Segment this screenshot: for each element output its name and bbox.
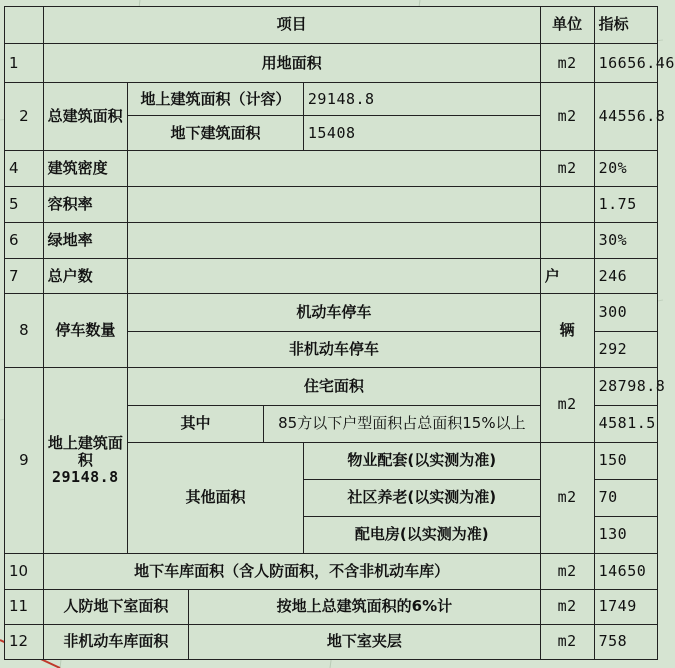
header-item: 项目 bbox=[43, 7, 540, 44]
row-number: 2 bbox=[5, 83, 44, 151]
table-row bbox=[5, 554, 658, 590]
row-unit: 户 bbox=[540, 259, 594, 294]
row-unit: m2 bbox=[540, 442, 594, 553]
header-unit: 单位 bbox=[540, 7, 594, 44]
sub-label: 社区养老(以实测为准) bbox=[303, 479, 540, 516]
row-value: 30% bbox=[594, 223, 657, 259]
table-row bbox=[5, 590, 658, 625]
row-number: 8 bbox=[5, 294, 44, 368]
table-row bbox=[5, 368, 658, 405]
sub-value: 4581.5 bbox=[594, 405, 657, 442]
row-number: 10 bbox=[5, 554, 44, 590]
row-value: 16656.46 bbox=[594, 44, 657, 83]
row-number: 4 bbox=[5, 151, 44, 187]
row-number: 7 bbox=[5, 259, 44, 294]
sub-label: 其中 bbox=[128, 405, 264, 442]
row-unit: m2 bbox=[540, 44, 594, 83]
sub-value: 29148.8 bbox=[303, 83, 540, 116]
sub-value: 70 bbox=[594, 479, 657, 516]
table-row bbox=[5, 151, 658, 187]
table-row bbox=[5, 259, 658, 294]
row-label bbox=[43, 368, 127, 554]
header-row bbox=[5, 7, 658, 44]
row-value: 1749 bbox=[594, 590, 657, 625]
row-unit: 辆 bbox=[540, 294, 594, 368]
row-value: 14650 bbox=[594, 554, 657, 590]
row-label: 容积率 bbox=[43, 187, 127, 223]
row-label: 建筑密度 bbox=[43, 151, 127, 187]
row-unit: m2 bbox=[540, 151, 594, 187]
sub-value: 300 bbox=[594, 294, 657, 332]
row-desc: 地下室夹层 bbox=[189, 624, 541, 659]
sub-label: 非机动车停车 bbox=[128, 332, 541, 368]
row-label: 停车数量 bbox=[43, 294, 127, 368]
table-row bbox=[5, 44, 658, 83]
sub-label: 配电房(以实测为准) bbox=[303, 516, 540, 553]
row-number: 6 bbox=[5, 223, 44, 259]
row-unit: m2 bbox=[540, 624, 594, 659]
row-number: 9 bbox=[5, 368, 44, 554]
table-row bbox=[5, 294, 658, 332]
row-desc: 按地上总建筑面积的6%计 bbox=[189, 590, 541, 625]
header-value: 指标 bbox=[594, 7, 657, 44]
sub-value: 28798.8 bbox=[594, 368, 657, 405]
row-value: 20% bbox=[594, 151, 657, 187]
row-unit: m2 bbox=[540, 368, 594, 442]
row-label-value: 29148.8 bbox=[52, 468, 119, 487]
row-value: 758 bbox=[594, 624, 657, 659]
row-number: 1 bbox=[5, 44, 44, 83]
sub-label: 地上建筑面积（计容） bbox=[128, 83, 304, 116]
sub-value: 130 bbox=[594, 516, 657, 553]
row-label: 用地面积 bbox=[43, 44, 540, 83]
row-unit: m2 bbox=[540, 554, 594, 590]
sub-label: 住宅面积 bbox=[128, 368, 541, 405]
row-number: 5 bbox=[5, 187, 44, 223]
table-row bbox=[5, 624, 658, 659]
row-value: 246 bbox=[594, 259, 657, 294]
row-unit bbox=[540, 187, 594, 223]
table-row bbox=[5, 83, 658, 116]
row-label: 总建筑面积 bbox=[43, 83, 127, 151]
row-label-text: 地上建筑面积 bbox=[47, 433, 123, 470]
row-number: 11 bbox=[5, 590, 44, 625]
sub-value: 150 bbox=[594, 442, 657, 479]
row-unit: m2 bbox=[540, 83, 594, 151]
row-value: 44556.8 bbox=[594, 83, 657, 151]
sub-label: 机动车停车 bbox=[128, 294, 541, 332]
row-label: 人防地下室面积 bbox=[43, 590, 188, 625]
sub-value: 15408 bbox=[303, 116, 540, 151]
indicator-table bbox=[4, 6, 675, 660]
table-row bbox=[5, 223, 658, 259]
row-label: 绿地率 bbox=[43, 223, 127, 259]
row-number: 12 bbox=[5, 624, 44, 659]
row-unit: m2 bbox=[540, 590, 594, 625]
table-row bbox=[5, 187, 658, 223]
row-unit bbox=[540, 223, 594, 259]
row-label: 非机动车库面积 bbox=[43, 624, 188, 659]
sub-label: 地下建筑面积 bbox=[128, 116, 304, 151]
row-label: 总户数 bbox=[43, 259, 127, 294]
sub-label: 其他面积 bbox=[128, 442, 304, 553]
sub-label: 物业配套(以实测为准) bbox=[303, 442, 540, 479]
sub-label: 85方以下户型面积占总面积15%以上 bbox=[264, 405, 541, 442]
row-value: 1.75 bbox=[594, 187, 657, 223]
sub-value: 292 bbox=[594, 332, 657, 368]
row-label: 地下车库面积（含人防面积，不含非机动车库） bbox=[43, 554, 540, 590]
